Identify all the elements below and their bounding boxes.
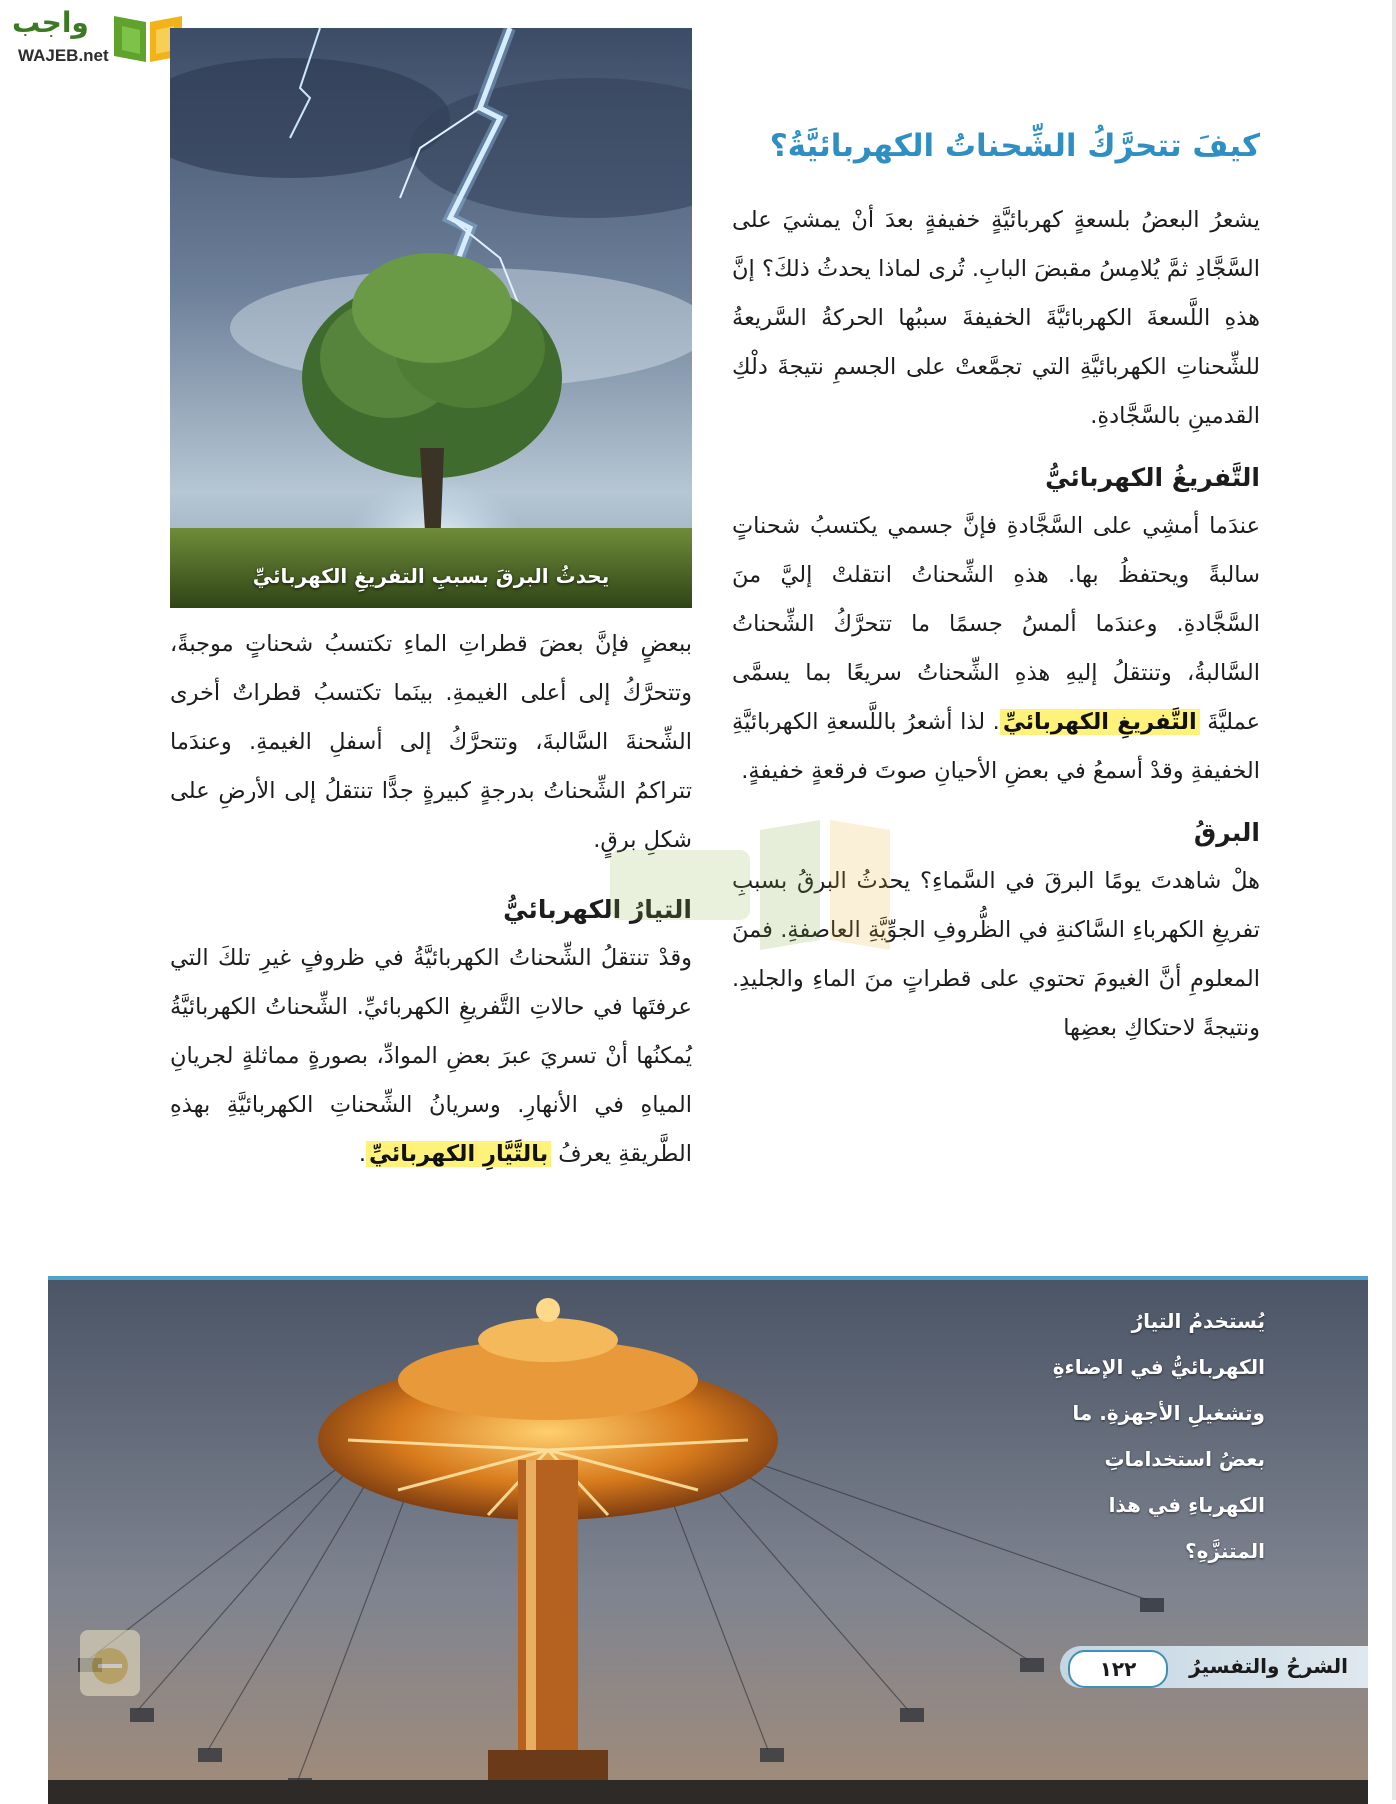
current-heading: التيارُ الكهربائيُّ <box>503 895 692 924</box>
wajeb-logo[interactable] <box>8 6 188 68</box>
lightning-illustration <box>170 28 692 608</box>
discharge-heading: التَّفريغُ الكهربائيُّ <box>1045 463 1260 492</box>
page-footer <box>1060 1646 1368 1688</box>
publisher-mark-icon <box>78 1628 142 1698</box>
discharge-key-term: التَّفريغِ الكهربائيِّ <box>1000 709 1200 735</box>
discharge-text-before: عندَما أمشِي على السَّجَّادةِ فإنَّ جسمي يكتسبُ شحناتٍ سالبةً ويحتفظُ بها. هذهِ الشِّحناتُ انتقلتْ إليَّ منَ السَّجَّادةِ. وعندَما ألمسُ جسمًا ما تتحرَّكُ الشِّحناتُ السَّالبةُ، وتنتقلُ إليهِ هذهِ الشِّحناتُ سريعًا بما يسمَّى عمليَّةَ <box>732 513 1260 735</box>
current-text-after: . <box>358 1141 366 1167</box>
photo-question: يُستخدمُ التيارُ الكهربائيُّ في الإضاءةِ وتشغيلِ الأجهزةِ. ما بعضُ استخداماتِ الكهرباءِ في هذا المتنزَّهِ؟ <box>1052 1309 1265 1563</box>
lightning-paragraph-continued: ببعضٍ فإنَّ بعضَ قطراتِ الماءِ تكتسبُ شحناتٍ موجبةً، وتتحرَّكُ إلى أعلى الغيمةِ. بينَما تكتسبُ قطراتٌ أخرى الشِّحنةَ السَّالبةَ، وتتحرَّكُ إلى أسفلِ الغيمةِ. وعندَما تتراكمُ الشِّحناتُ بدرجةٍ كبيرةٍ جدًّا تنتقلُ إلى الأرضِ على شكلِ برقٍ. <box>170 631 692 853</box>
logo-word: واجب <box>12 6 89 39</box>
discharge-paragraph <box>732 502 1260 796</box>
section-label: الشرحُ والتفسيرُ <box>1189 1654 1348 1678</box>
logo-domain: WAJEB.net <box>18 46 109 65</box>
current-key-term: بالتَّيَّارِ الكهربائيِّ <box>366 1141 551 1167</box>
lightning-heading: البرقُ <box>1193 818 1260 847</box>
page-edge <box>1392 0 1396 1800</box>
lightning-paragraph: هلْ شاهدتَ يومًا البرقَ في السَّماءِ؟ يحدثُ البرقُ بسببِ تفريغِ الكهرباءِ السَّاكنةِ في الظُّروفِ الجوِّيَّةِ العاصفةِ. فمنَ المعلومِ أنَّ الغيومَ تحتوي على قطراتٍ منَ الماءِ والجليدِ. ونتيجةً لاحتكاكِ بعضِها <box>732 868 1260 1041</box>
page-number: ١٢٢ <box>1068 1650 1168 1688</box>
lightning-tree-image <box>170 28 692 608</box>
current-text-before: وقدْ تنتقلُ الشِّحناتُ الكهربائيَّةُ في ظروفٍ غيرِ تلكَ التي عرفتَها في حالاتِ التَّفريغِ الكهربائيِّ. الشِّحناتُ الكهربائيَّةُ يُمكنُها أنْ تسريَ عبرَ بعضِ الموادِّ، بصورةٍ مماثلةٍ لجريانِ المياهِ في الأنهارِ. وسريانُ الشِّحناتِ الكهربائيَّةِ بهذهِ الطَّريقةِ يعرفُ <box>170 945 692 1167</box>
page-title: كيفَ تتحرَّكُ الشِّحناتُ الكهربائيَّةُ؟ <box>769 128 1260 164</box>
image-caption: يحدثُ البرقَ بسببِ التفريغِ الكهربائيِّ <box>252 564 610 588</box>
watermark-logo-icon <box>600 790 900 980</box>
discharge-text-after: . لذا أشعرُ باللَّسعةِ الكهربائيَّةِ الخفيفةِ وقدْ أسمعُ في بعضِ الأحيانِ صوتَ فرقعةٍ خفيفةٍ. <box>732 709 1260 784</box>
intro-paragraph: يشعرُ البعضُ بلسعةٍ كهربائيَّةٍ خفيفةٍ بعدَ أنْ يمشيَ على السَّجَّادِ ثمَّ يُلامِسُ مقبضَ البابِ. تُرى لماذا يحدثُ ذلكَ؟ إنَّ هذهِ اللَّسعةَ الكهربائيَّةَ الخفيفةَ سببُها الحركةُ السَّريعةُ للشِّحناتِ الكهربائيَّةِ التي تجمَّعتْ على الجسمِ نتيجةَ دلْكِ القدمينِ بالسَّجَّادةِ. <box>732 207 1260 429</box>
